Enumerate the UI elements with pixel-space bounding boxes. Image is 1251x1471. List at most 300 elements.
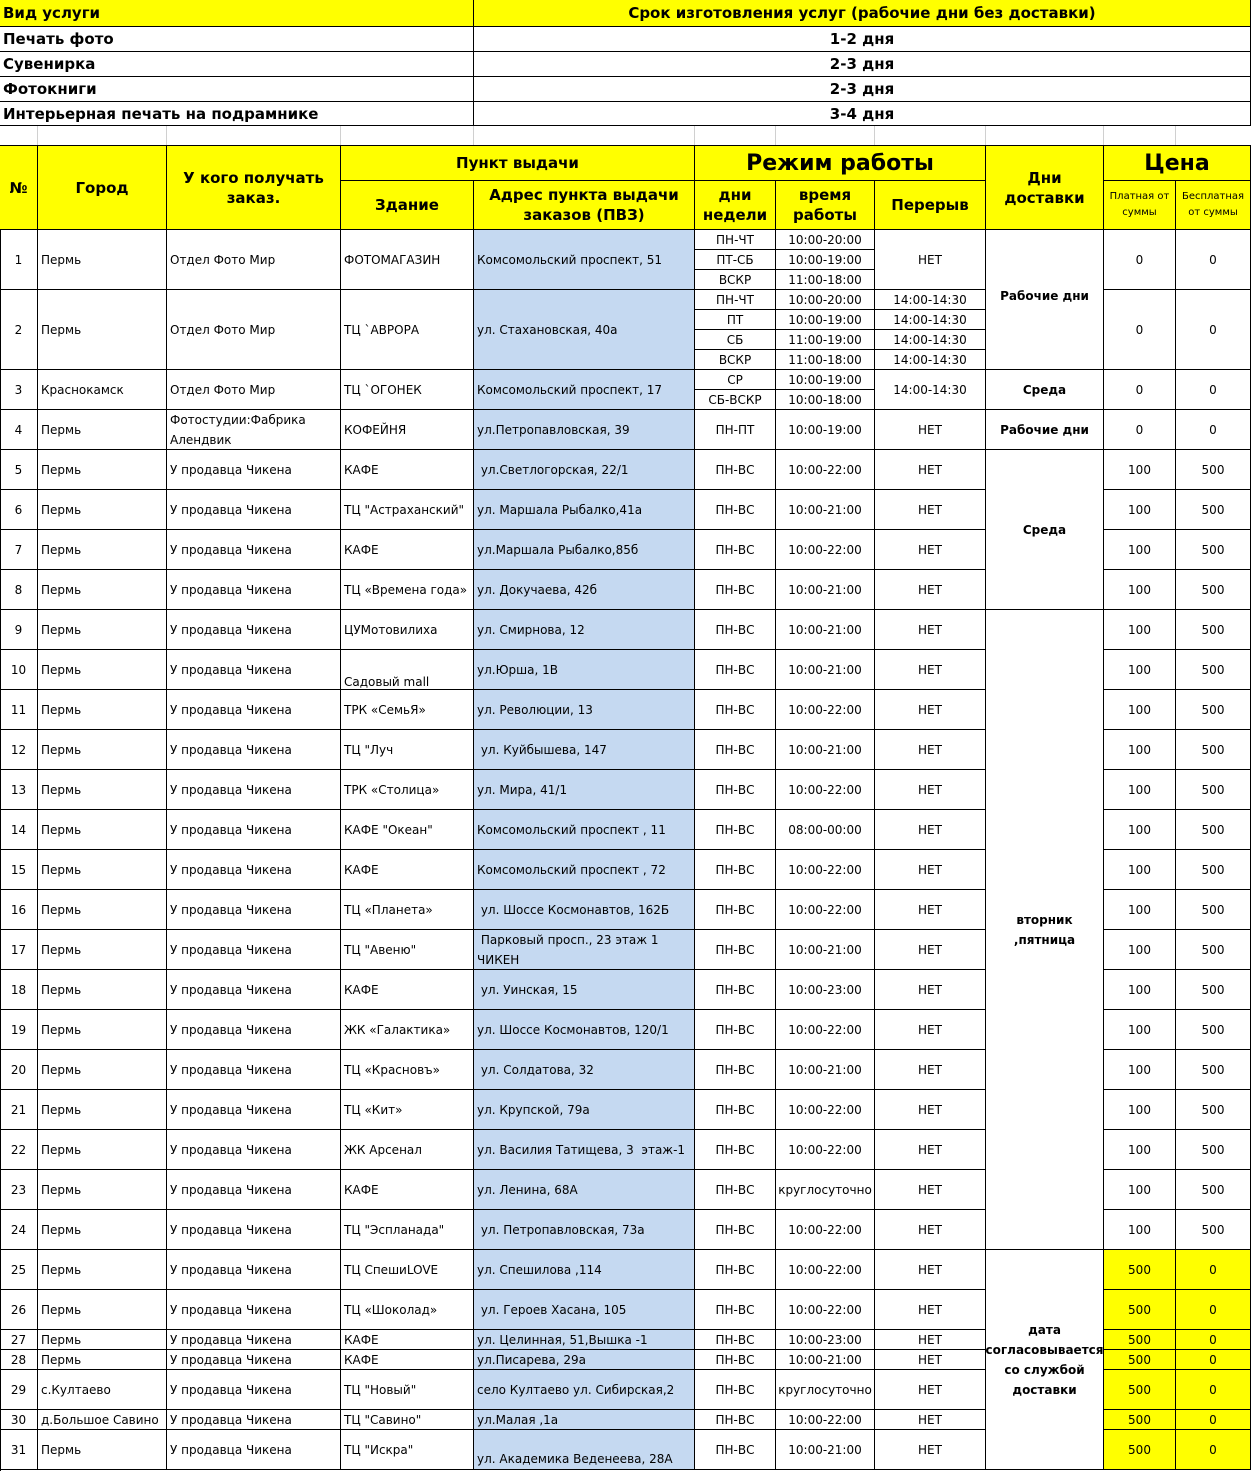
row-free-price: 0	[1176, 370, 1251, 410]
row-city[interactable]: Пермь	[38, 930, 167, 970]
row-receiver[interactable]: У продавца Чикена	[167, 690, 341, 730]
row-free-price: 0	[1176, 1430, 1251, 1470]
row-city[interactable]: Пермь	[38, 450, 167, 490]
row-free-price: 0	[1176, 1350, 1251, 1370]
schedule-hours: 10:00-19:00	[776, 310, 875, 330]
header-address: Адрес пункта выдачи заказов (ПВЗ)	[474, 181, 695, 230]
row-num: 9	[0, 610, 38, 650]
row-hours: 10:00-19:00	[776, 410, 875, 450]
row-building[interactable]: ТЦ "Авеню"	[341, 930, 474, 970]
row-receiver[interactable]: Отдел Фото Мир	[167, 290, 341, 370]
row-receiver[interactable]: Отдел Фото Мир	[167, 370, 341, 410]
row-num: 28	[0, 1350, 38, 1370]
row-break: НЕТ	[875, 650, 986, 690]
row-days: ПН-ВС	[695, 1410, 776, 1430]
row-receiver[interactable]: У продавца Чикена	[167, 1410, 341, 1430]
row-num: 22	[0, 1130, 38, 1170]
row-days: ПН-ВС	[695, 970, 776, 1010]
row-building[interactable]: ТЦ "Астраханский"	[341, 490, 474, 530]
row-city[interactable]: Пермь	[38, 850, 167, 890]
row-address[interactable]: ул. Ленина, 68А	[474, 1170, 695, 1210]
row-num: 11	[0, 690, 38, 730]
row-num: 19	[0, 1010, 38, 1050]
row-free-price: 0	[1176, 230, 1251, 290]
row-receiver[interactable]: У продавца Чикена	[167, 1370, 341, 1410]
row-hours: 10:00-22:00	[776, 1290, 875, 1330]
row-free-price: 0	[1176, 1290, 1251, 1330]
row-hours: 10:00-22:00	[776, 1410, 875, 1430]
row-break: НЕТ	[875, 930, 986, 970]
row-free-price: 500	[1176, 970, 1251, 1010]
row-break: 14:00-14:30	[875, 370, 986, 410]
row-paid-price: 500	[1104, 1430, 1176, 1470]
schedule-break: 14:00-14:30	[875, 350, 986, 370]
delivery-days-group: Среда	[986, 450, 1104, 610]
row-building[interactable]: ТЦ "Новый"	[341, 1370, 474, 1410]
row-address[interactable]: ул. Докучаева, 42б	[474, 570, 695, 610]
row-hours: 10:00-21:00	[776, 610, 875, 650]
delivery-days-group: Среда	[986, 370, 1104, 410]
row-city[interactable]: Пермь	[38, 1290, 167, 1330]
row-building[interactable]: КАФЕ	[341, 970, 474, 1010]
row-break: НЕТ	[875, 770, 986, 810]
row-city[interactable]: Пермь	[38, 1250, 167, 1290]
row-city[interactable]: Пермь	[38, 730, 167, 770]
row-city[interactable]: Пермь	[38, 1010, 167, 1050]
row-address[interactable]: ул. Куйбышева, 147	[474, 730, 695, 770]
row-hours: 10:00-21:00	[776, 650, 875, 690]
row-building[interactable]: ТЦ `ОГОНЕК	[341, 370, 474, 410]
row-num: 21	[0, 1090, 38, 1130]
row-days: ПН-ВС	[695, 1250, 776, 1290]
row-city[interactable]: Пермь	[38, 490, 167, 530]
row-break: НЕТ	[875, 1090, 986, 1130]
services-header-type: Вид услуги	[0, 0, 474, 27]
row-hours: 10:00-23:00	[776, 970, 875, 1010]
row-paid-price: 500	[1104, 1350, 1176, 1370]
row-paid-price: 100	[1104, 970, 1176, 1010]
row-num: 30	[0, 1410, 38, 1430]
row-receiver[interactable]: У продавца Чикена	[167, 1330, 341, 1350]
row-break: НЕТ	[875, 230, 986, 290]
gridline	[1175, 126, 1176, 146]
row-days: ПН-ПТ	[695, 410, 776, 450]
row-break: НЕТ	[875, 1210, 986, 1250]
row-num: 23	[0, 1170, 38, 1210]
row-free-price: 0	[1176, 410, 1251, 450]
row-num: 25	[0, 1250, 38, 1290]
schedule-break: 14:00-14:30	[875, 290, 986, 310]
row-break: НЕТ	[875, 1250, 986, 1290]
row-days: ПН-ВС	[695, 1130, 776, 1170]
row-paid-price: 100	[1104, 850, 1176, 890]
row-city[interactable]: Пермь	[38, 1330, 167, 1350]
row-hours: 10:00-21:00	[776, 730, 875, 770]
schedule-break: 14:00-14:30	[875, 310, 986, 330]
delivery-days-group: Рабочие дни	[986, 230, 1104, 370]
row-free-price: 500	[1176, 890, 1251, 930]
row-paid-price: 500	[1104, 1330, 1176, 1350]
row-address[interactable]: ул. Мира, 41/1	[474, 770, 695, 810]
row-num: 29	[0, 1370, 38, 1410]
row-receiver[interactable]: У продавца Чикена	[167, 1210, 341, 1250]
row-building[interactable]: КАФЕ	[341, 1350, 474, 1370]
row-receiver[interactable]: У продавца Чикена	[167, 490, 341, 530]
header-building: Здание	[341, 181, 474, 230]
row-hours: 10:00-22:00	[776, 530, 875, 570]
row-receiver[interactable]: У продавца Чикена	[167, 1130, 341, 1170]
row-hours: 10:00-21:00	[776, 1430, 875, 1470]
service-name[interactable]: Фотокниги	[0, 77, 474, 102]
row-building[interactable]: ТЦ «Времена года»	[341, 570, 474, 610]
row-num: 16	[0, 890, 38, 930]
row-building[interactable]: ТЦ "Эспланада"	[341, 1210, 474, 1250]
schedule-hours: 11:00-19:00	[776, 330, 875, 350]
row-address[interactable]: ул. Солдатова, 32	[474, 1050, 695, 1090]
row-num: 14	[0, 810, 38, 850]
row-free-price: 500	[1176, 1010, 1251, 1050]
header-delivery-days: Дни доставки	[986, 146, 1104, 230]
row-free-price: 500	[1176, 1170, 1251, 1210]
row-address[interactable]: Комсомольский проспект , 11	[474, 810, 695, 850]
header-pickup-group: Пункт выдачи	[341, 146, 695, 181]
header-receiver: У кого получать заказ.	[167, 146, 341, 230]
row-break: НЕТ	[875, 610, 986, 650]
row-hours: 10:00-21:00	[776, 930, 875, 970]
row-receiver[interactable]: У продавца Чикена	[167, 450, 341, 490]
row-city[interactable]: Пермь	[38, 1210, 167, 1250]
row-free-price: 500	[1176, 930, 1251, 970]
row-hours: 10:00-21:00	[776, 570, 875, 610]
service-term[interactable]: 3-4 дня	[474, 102, 1251, 126]
row-city[interactable]: Пермь	[38, 890, 167, 930]
row-address[interactable]: ул.Малая ,1а	[474, 1410, 695, 1430]
row-receiver[interactable]: У продавца Чикена	[167, 1290, 341, 1330]
row-paid-price: 100	[1104, 570, 1176, 610]
row-days: ПН-ВС	[695, 530, 776, 570]
row-days: ПН-ВС	[695, 490, 776, 530]
row-city[interactable]: Пермь	[38, 1430, 167, 1470]
row-num: 13	[0, 770, 38, 810]
row-free-price: 500	[1176, 1130, 1251, 1170]
row-paid-price: 100	[1104, 1210, 1176, 1250]
row-num: 6	[0, 490, 38, 530]
row-city[interactable]: Пермь	[38, 530, 167, 570]
row-hours: 10:00-21:00	[776, 1350, 875, 1370]
row-num: 18	[0, 970, 38, 1010]
schedule-days: ПТ	[695, 310, 776, 330]
service-term[interactable]: 2-3 дня	[474, 77, 1251, 102]
row-building[interactable]: КОФЕЙНЯ	[341, 410, 474, 450]
row-hours: 10:00-22:00	[776, 450, 875, 490]
row-free-price: 500	[1176, 1090, 1251, 1130]
row-paid-price: 100	[1104, 810, 1176, 850]
gridline	[1103, 126, 1104, 146]
row-paid-price: 500	[1104, 1370, 1176, 1410]
row-building[interactable]: ТЦ "Савино"	[341, 1410, 474, 1430]
row-building[interactable]: КАФЕ	[341, 450, 474, 490]
row-city[interactable]: Пермь	[38, 410, 167, 450]
row-building[interactable]: КАФЕ	[341, 530, 474, 570]
row-building[interactable]: ТРК «Столица»	[341, 770, 474, 810]
row-building[interactable]: КАФЕ	[341, 1170, 474, 1210]
schedule-days: ВСКР	[695, 270, 776, 290]
row-city[interactable]: Пермь	[38, 1170, 167, 1210]
row-free-price: 500	[1176, 530, 1251, 570]
row-address[interactable]: ул. Революции, 13	[474, 690, 695, 730]
row-num: 20	[0, 1050, 38, 1090]
service-term[interactable]: 2-3 дня	[474, 52, 1251, 77]
row-hours: 10:00-22:00	[776, 1090, 875, 1130]
row-free-price: 0	[1176, 1370, 1251, 1410]
row-hours: 10:00-23:00	[776, 1330, 875, 1350]
row-receiver[interactable]: У продавца Чикена	[167, 810, 341, 850]
row-city[interactable]: Пермь	[38, 1130, 167, 1170]
row-city[interactable]: Пермь	[38, 1090, 167, 1130]
row-num: 31	[0, 1430, 38, 1470]
row-city[interactable]: Пермь	[38, 690, 167, 730]
row-building[interactable]: ТРК «СемьЯ»	[341, 690, 474, 730]
row-building[interactable]: ТЦ «Красновъ»	[341, 1050, 474, 1090]
row-city[interactable]: Пермь	[38, 770, 167, 810]
row-city[interactable]: Краснокамск	[38, 370, 167, 410]
row-free-price: 500	[1176, 1050, 1251, 1090]
row-building[interactable]: КАФЕ	[341, 1330, 474, 1350]
row-break: НЕТ	[875, 570, 986, 610]
row-receiver[interactable]: У продавца Чикена	[167, 570, 341, 610]
row-building[interactable]: КАФЕ "Океан"	[341, 810, 474, 850]
row-break: НЕТ	[875, 1370, 986, 1410]
row-paid-price: 100	[1104, 610, 1176, 650]
row-address[interactable]: Комсомольский проспект, 17	[474, 370, 695, 410]
row-hours: круглосуточно	[776, 1170, 875, 1210]
row-receiver[interactable]: У продавца Чикена	[167, 650, 341, 690]
row-building[interactable]: ТЦ `АВРОРА	[341, 290, 474, 370]
row-paid-price: 500	[1104, 1250, 1176, 1290]
row-receiver[interactable]: У продавца Чикена	[167, 970, 341, 1010]
row-city[interactable]: д.Большое Савино	[38, 1410, 167, 1430]
row-paid-price: 100	[1104, 1050, 1176, 1090]
row-break: НЕТ	[875, 1410, 986, 1430]
row-num: 17	[0, 930, 38, 970]
row-num: 1	[0, 230, 38, 290]
row-free-price: 500	[1176, 730, 1251, 770]
row-building[interactable]: ЖК Арсенал	[341, 1130, 474, 1170]
row-building[interactable]: ТЦ «Кит»	[341, 1090, 474, 1130]
row-days: ПН-ВС	[695, 570, 776, 610]
row-receiver[interactable]: У продавца Чикена	[167, 770, 341, 810]
row-paid-price: 0	[1104, 290, 1176, 370]
row-paid-price: 100	[1104, 450, 1176, 490]
row-days: ПН-ВС	[695, 650, 776, 690]
row-address[interactable]: ул.Писарева, 29а	[474, 1350, 695, 1370]
row-address[interactable]: ул. Уинская, 15	[474, 970, 695, 1010]
row-address[interactable]: ул. Шоссе Космонавтов, 162Б	[474, 890, 695, 930]
row-break: НЕТ	[875, 810, 986, 850]
row-days: ПН-ВС	[695, 1010, 776, 1050]
gridline	[985, 126, 986, 146]
row-break: НЕТ	[875, 970, 986, 1010]
row-address[interactable]: село Култаево ул. Сибирская,2	[474, 1370, 695, 1410]
gridline	[37, 126, 38, 146]
row-address[interactable]: Комсомольский проспект, 51	[474, 230, 695, 290]
row-hours: 08:00-00:00	[776, 810, 875, 850]
row-address[interactable]: ул.Маршала Рыбалко,85б	[474, 530, 695, 570]
service-name[interactable]: Печать фото	[0, 27, 474, 52]
row-address[interactable]: ул. Героев Хасана, 105	[474, 1290, 695, 1330]
row-receiver[interactable]: У продавца Чикена	[167, 730, 341, 770]
row-free-price: 500	[1176, 770, 1251, 810]
row-city[interactable]: Пермь	[38, 290, 167, 370]
row-address[interactable]: ул. Академика Веденеева, 28А	[474, 1430, 695, 1470]
row-address[interactable]: ул. Петропавловская, 73а	[474, 1210, 695, 1250]
row-address[interactable]: ул. Шоссе Космонавтов, 120/1	[474, 1010, 695, 1050]
row-num: 12	[0, 730, 38, 770]
row-address[interactable]: Комсомольский проспект , 72	[474, 850, 695, 890]
row-break: НЕТ	[875, 890, 986, 930]
row-city[interactable]: с.Култаево	[38, 1370, 167, 1410]
row-break: НЕТ	[875, 1430, 986, 1470]
row-hours: 10:00-22:00	[776, 1210, 875, 1250]
row-paid-price: 100	[1104, 890, 1176, 930]
row-receiver[interactable]: У продавца Чикена	[167, 850, 341, 890]
row-paid-price: 100	[1104, 770, 1176, 810]
row-building[interactable]: КАФЕ	[341, 850, 474, 890]
row-receiver[interactable]: У продавца Чикена	[167, 1430, 341, 1470]
row-city[interactable]: Пермь	[38, 810, 167, 850]
row-hours: 10:00-21:00	[776, 490, 875, 530]
row-days: ПН-ВС	[695, 690, 776, 730]
row-hours: 10:00-22:00	[776, 690, 875, 730]
row-building[interactable]: ЖК «Галактика»	[341, 1010, 474, 1050]
schedule-hours: 11:00-18:00	[776, 270, 875, 290]
row-free-price: 500	[1176, 1210, 1251, 1250]
row-city[interactable]: Пермь	[38, 650, 167, 690]
schedule-days: ПТ-СБ	[695, 250, 776, 270]
row-address[interactable]: Парковый просп., 23 этаж 1 ЧИКЕН	[474, 930, 695, 970]
row-days: ПН-ВС	[695, 1350, 776, 1370]
row-address[interactable]: ул. Стахановская, 40а	[474, 290, 695, 370]
row-building[interactable]: ФОТОМАГАЗИН	[341, 230, 474, 290]
row-receiver[interactable]: У продавца Чикена	[167, 890, 341, 930]
row-days: ПН-ВС	[695, 770, 776, 810]
service-name[interactable]: Сувенирка	[0, 52, 474, 77]
delivery-days-group: Рабочие дни	[986, 410, 1104, 450]
row-receiver[interactable]: Отдел Фото Мир	[167, 230, 341, 290]
schedule-hours: 10:00-19:00	[776, 370, 875, 390]
row-free-price: 500	[1176, 610, 1251, 650]
schedule-break: 14:00-14:30	[875, 330, 986, 350]
row-receiver[interactable]: У продавца Чикена	[167, 1050, 341, 1090]
row-building[interactable]: ТЦ "Луч	[341, 730, 474, 770]
row-city[interactable]: Пермь	[38, 970, 167, 1010]
row-num: 2	[0, 290, 38, 370]
row-address[interactable]: ул. Смирнова, 12	[474, 610, 695, 650]
gridline	[694, 126, 695, 146]
row-free-price: 500	[1176, 690, 1251, 730]
row-break: НЕТ	[875, 1170, 986, 1210]
schedule-days: ВСКР	[695, 350, 776, 370]
row-paid-price: 100	[1104, 1010, 1176, 1050]
row-days: ПН-ВС	[695, 450, 776, 490]
row-paid-price: 100	[1104, 1090, 1176, 1130]
header-mode-group: Режим работы	[695, 146, 986, 181]
service-name[interactable]: Интерьерная печать на подрамнике	[0, 102, 474, 126]
header-weekdays: дни недели	[695, 181, 776, 230]
row-building[interactable]: ТЦ "Искра"	[341, 1430, 474, 1470]
gridline	[340, 126, 341, 146]
row-days: ПН-ВС	[695, 890, 776, 930]
row-receiver[interactable]: У продавца Чикена	[167, 530, 341, 570]
row-city[interactable]: Пермь	[38, 610, 167, 650]
row-free-price: 0	[1176, 1250, 1251, 1290]
row-days: ПН-ВС	[695, 1050, 776, 1090]
row-receiver[interactable]: У продавца Чикена	[167, 610, 341, 650]
row-free-price: 0	[1176, 290, 1251, 370]
schedule-days: СБ	[695, 330, 776, 350]
delivery-days-group: дата согласовывается со службой доставки	[986, 1250, 1104, 1470]
row-building[interactable]: ТЦ «Планета»	[341, 890, 474, 930]
row-address[interactable]: ул.Юрша, 1В	[474, 650, 695, 690]
row-paid-price: 100	[1104, 690, 1176, 730]
row-building[interactable]: ЦУМотовилиха	[341, 610, 474, 650]
schedule-days: ПН-ЧТ	[695, 290, 776, 310]
row-city[interactable]: Пермь	[38, 1050, 167, 1090]
row-building[interactable]: ТЦ СпешиLOVE	[341, 1250, 474, 1290]
row-address[interactable]: ул. Василия Татищева, 3 этаж-1	[474, 1130, 695, 1170]
row-paid-price: 500	[1104, 1290, 1176, 1330]
row-receiver[interactable]: У продавца Чикена	[167, 1010, 341, 1050]
row-num: 7	[0, 530, 38, 570]
row-address[interactable]: ул.Светлогорская, 22/1	[474, 450, 695, 490]
row-address[interactable]: ул. Целинная, 51,Вышка -1	[474, 1330, 695, 1350]
row-num: 10	[0, 650, 38, 690]
row-days: ПН-ВС	[695, 1290, 776, 1330]
row-free-price: 500	[1176, 450, 1251, 490]
header-city: Город	[38, 146, 167, 230]
row-receiver[interactable]: У продавца Чикена	[167, 1350, 341, 1370]
row-address[interactable]: ул. Крупской, 79а	[474, 1090, 695, 1130]
row-receiver[interactable]: У продавца Чикена	[167, 1170, 341, 1210]
row-address[interactable]: ул.Петропавловская, 39	[474, 410, 695, 450]
row-paid-price: 100	[1104, 490, 1176, 530]
schedule-days: СР	[695, 370, 776, 390]
row-hours: 10:00-21:00	[776, 1050, 875, 1090]
row-hours: 10:00-22:00	[776, 770, 875, 810]
row-city[interactable]: Пермь	[38, 1350, 167, 1370]
row-num: 5	[0, 450, 38, 490]
row-receiver[interactable]: У продавца Чикена	[167, 1090, 341, 1130]
row-paid-price: 100	[1104, 730, 1176, 770]
row-address[interactable]: ул. Спешилова ,114	[474, 1250, 695, 1290]
row-city[interactable]: Пермь	[38, 570, 167, 610]
row-hours: круглосуточно	[776, 1370, 875, 1410]
row-paid-price: 100	[1104, 1170, 1176, 1210]
row-num: 15	[0, 850, 38, 890]
row-num: 24	[0, 1210, 38, 1250]
service-term[interactable]: 1-2 дня	[474, 27, 1251, 52]
row-city[interactable]: Пермь	[38, 230, 167, 290]
row-receiver[interactable]: У продавца Чикена	[167, 1250, 341, 1290]
row-address[interactable]: ул. Маршала Рыбалко,41а	[474, 490, 695, 530]
row-free-price: 500	[1176, 850, 1251, 890]
row-receiver[interactable]: Фотостудии:Фабрика Алендвик	[167, 410, 341, 450]
row-building[interactable]: Садовый mall	[341, 650, 474, 690]
row-building[interactable]: ТЦ «Шоколад»	[341, 1290, 474, 1330]
schedule-hours: 11:00-18:00	[776, 350, 875, 370]
row-receiver[interactable]: У продавца Чикена	[167, 930, 341, 970]
row-days: ПН-ВС	[695, 810, 776, 850]
